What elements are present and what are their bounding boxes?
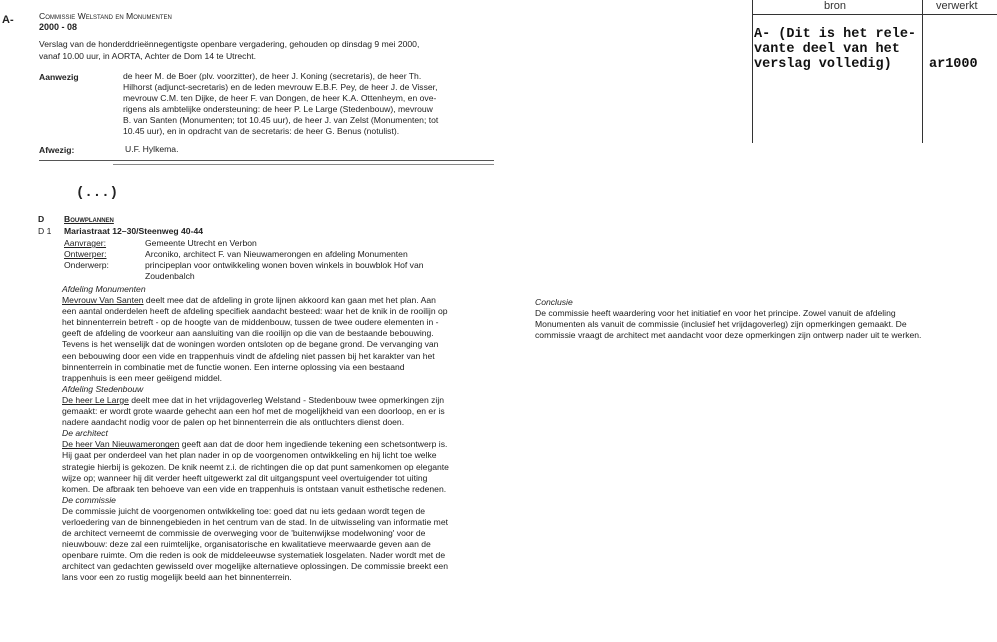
paragraph-architect bbox=[62, 439, 522, 494]
section-title: Bouwplannen bbox=[64, 214, 114, 224]
report-line-1: Verslag van de honderddrieënnegentigste openbare vergadering, gehouden op dinsdag 9 mei 2000, bbox=[39, 39, 420, 49]
item-title: Mariastraat 12–30/Steenweg 40-44 bbox=[64, 226, 204, 236]
processed-code: ar1000 bbox=[929, 57, 978, 72]
field-value: Gemeente Utrecht en Verbon bbox=[145, 238, 257, 248]
text-line: Tevens is het wenselijk dat de woningen worden ontsloten op de begane grond. De vervanging van bbox=[62, 339, 439, 350]
speaker-name: Mevrouw Van Santen bbox=[62, 295, 144, 306]
col-processed-header: verwerkt bbox=[936, 0, 978, 12]
text-line: de architect verneemt de commissie de overweging voor de 'buitenwijkse modelwoning' voor de bbox=[62, 528, 426, 539]
subheading-monumenten: Afdeling Monumenten bbox=[62, 284, 146, 294]
text-line: De commissie juicht de voorgenomen ontwikkeling toe: goed dat nu iets gedaan wordt tegen de bbox=[62, 505, 426, 516]
conclusion-heading: Conclusie bbox=[535, 297, 573, 307]
field-value: Zoudenbalch bbox=[145, 271, 195, 282]
source-note-line: verslag volledig) bbox=[754, 57, 892, 72]
text-line: geeft de afdeling de voorkeur aan aansluiting van die rooilijn op die van de bestaande bebouwing. bbox=[62, 328, 434, 339]
present-list bbox=[123, 71, 503, 138]
item-number: D 1 bbox=[38, 226, 52, 236]
text-line: deelt mee dat in het vrijdagoverleg Welstand - Stedenbouw twee opmerkingen zijn bbox=[128, 394, 445, 405]
paragraph-commissie bbox=[62, 506, 522, 584]
absent-value: U.F. Hylkema. bbox=[125, 144, 179, 154]
present-line: mevrouw C.M. ten Dijke, de heer F. van Dongen, de heer K.A. Ottenheym, en ove- bbox=[123, 93, 437, 104]
text-line: deelt mee dat de afdeling in grote lijnen akkoord kan gaan met het plan. Aan bbox=[143, 295, 436, 306]
source-table bbox=[752, 0, 997, 143]
field-label: Aanvrager: bbox=[64, 238, 107, 248]
field-value: principeplan voor ontwikkeling wonen boven winkels in bouwblok Hof van bbox=[145, 260, 424, 271]
col-source-header: bron bbox=[824, 0, 847, 12]
subheading-stedenbouw: Afdeling Stedenbouw bbox=[62, 383, 144, 394]
conclusion-line: Monumenten als vanuit de commissie (inclusief het vrijdagoverleg) zijn opmerkingen gemaakt. De bbox=[535, 319, 907, 330]
text-line: verloedering van de binnengebieden in het centrum van de stad. In de uitwisseling van informatie met bbox=[62, 516, 449, 527]
source-note bbox=[754, 27, 916, 72]
subheading-architect: De architect bbox=[62, 428, 108, 439]
text-line: Hij gaat per onderdeel van het plan nader in op de voorgenomen ontwikkeling en hij licht toe welke bbox=[62, 450, 437, 461]
field-label: Ontwerper: bbox=[64, 249, 107, 260]
text-line: komen. De afbraak ten behoeve van een vide en trappenhuis is ontstaan vanuit esthetische redenen. bbox=[62, 483, 447, 494]
absent-label: Afwezig: bbox=[39, 145, 75, 155]
section-letter: D bbox=[38, 214, 45, 224]
present-line: de heer M. de Boer (plv. voorzitter), de heer J. Koning (secretaris), de heer Th. bbox=[123, 71, 422, 81]
conclusion-block bbox=[535, 297, 995, 341]
header-divider bbox=[39, 160, 494, 161]
subheading-commissie: De commissie bbox=[62, 494, 116, 505]
field-value: Arconiko, architect F. van Nieuwamerongen en afdeling Monumenten bbox=[145, 249, 408, 260]
text-line: binnenterrein in combinatie met de functie wonen. Een interne oplossing via een bestaand bbox=[62, 361, 405, 372]
omission-mark: (...) bbox=[76, 185, 119, 201]
table-header-rule bbox=[752, 14, 997, 15]
text-line: strategie hierbij is gekozen. De knik neemt z.i. de richtingen die op dat punt samenkomen op elegante bbox=[62, 461, 449, 472]
present-line: B. van Santen (Monumenten; tot 10.45 uur), de heer J. van Zelst (Monumenten; tot bbox=[123, 115, 439, 126]
present-label: Aanwezig bbox=[39, 72, 79, 82]
source-note-line: vante deel van het bbox=[754, 42, 900, 57]
present-line: rigens als ambtelijke ondersteuning: de heer P. Le Large (Stedenbouw), mevrouw bbox=[123, 104, 433, 115]
text-line: een bebouwing door een vide en trappenhuis vindt de afdeling niet passen bij het karakter van het bbox=[62, 350, 435, 361]
paragraph-stedenbouw bbox=[62, 395, 522, 428]
text-line: een aantal onderdelen heeft de afdeling specifiek aandacht besteed: waar het de knik in de rooilijn op bbox=[62, 306, 448, 317]
margin-mark: A- bbox=[2, 14, 14, 26]
text-line: wijze op; wanneer hij dit verder heeft uitgewerkt zal dit uitgangspunt veel overtuigender tot uiting bbox=[62, 472, 428, 483]
paragraph-monumenten bbox=[62, 295, 522, 384]
present-line: Hilhorst (adjunct-secretaris) en de leden mevrouw E.B.F. Pey, de heer J. de Visser, bbox=[123, 82, 438, 93]
speaker-name: De heer Le Large bbox=[62, 394, 129, 405]
field-label: Onderwerp: bbox=[64, 260, 109, 271]
table-border-left bbox=[752, 0, 753, 143]
report-line-2: vanaf 10.00 uur, in AORTA, Achter de Dom 14 te Utrecht. bbox=[39, 51, 257, 61]
text-line: het binnenterrein betreft - op de hoogte van de middenbouw, tussen de twee oudere elementen in - bbox=[62, 317, 439, 328]
speaker-name: De heer Van Nieuwamerongen bbox=[62, 439, 180, 450]
text-line: geeft aan dat de door hem ingediende tekening een schetsontwerp is. bbox=[179, 439, 448, 450]
text-line: trappenhuis is een meer geëigend middel. bbox=[62, 372, 223, 383]
text-line: lans voor een zo rustig mogelijk beeld aan het binnenterrein. bbox=[62, 572, 292, 583]
conclusion-line: De commissie heeft waardering voor het initiatief en voor het principe. Zowel vanuit de afdeling bbox=[535, 308, 896, 319]
report-body bbox=[62, 284, 522, 584]
source-note-line: A- (Dit is het rele- bbox=[754, 27, 917, 42]
text-line: nadere aandacht nodig voor de palen op het binnenterrein die als ontluchters dienst doen. bbox=[62, 417, 405, 428]
text-line: architect van gedachten gewisseld over mogelijke alternatieve oplossingen. De commissie breekt een bbox=[62, 561, 448, 572]
conclusion-line: commissie vraagt de architect met aandacht voor deze opmerkingen zijn ontwerp nader uit te werken. bbox=[535, 330, 922, 341]
table-border-mid bbox=[922, 0, 923, 143]
meeting-number: 2000 - 08 bbox=[39, 22, 78, 32]
present-line: 10.45 uur), en in opdracht van de secretaris: de heer G. Benus (notulist). bbox=[123, 126, 400, 137]
text-line: nieuwbouw: deze zal een ruimtelijke, organisatorische en kwalitatieve meerwaarde geven aan de bbox=[62, 539, 431, 550]
text-line: gemaakt: er wordt grote waarde gehecht aan een hof met de mogelijkheid van een doorloop, en er is bbox=[62, 406, 445, 417]
commission-name: Commissie Welstand en Monumenten bbox=[39, 11, 172, 21]
text-line: openbare ruimte. Om die reden is ook de middeleeuwse systematiek losgelaten. Nader wordt met de bbox=[62, 550, 446, 561]
header-divider-2 bbox=[113, 164, 494, 165]
